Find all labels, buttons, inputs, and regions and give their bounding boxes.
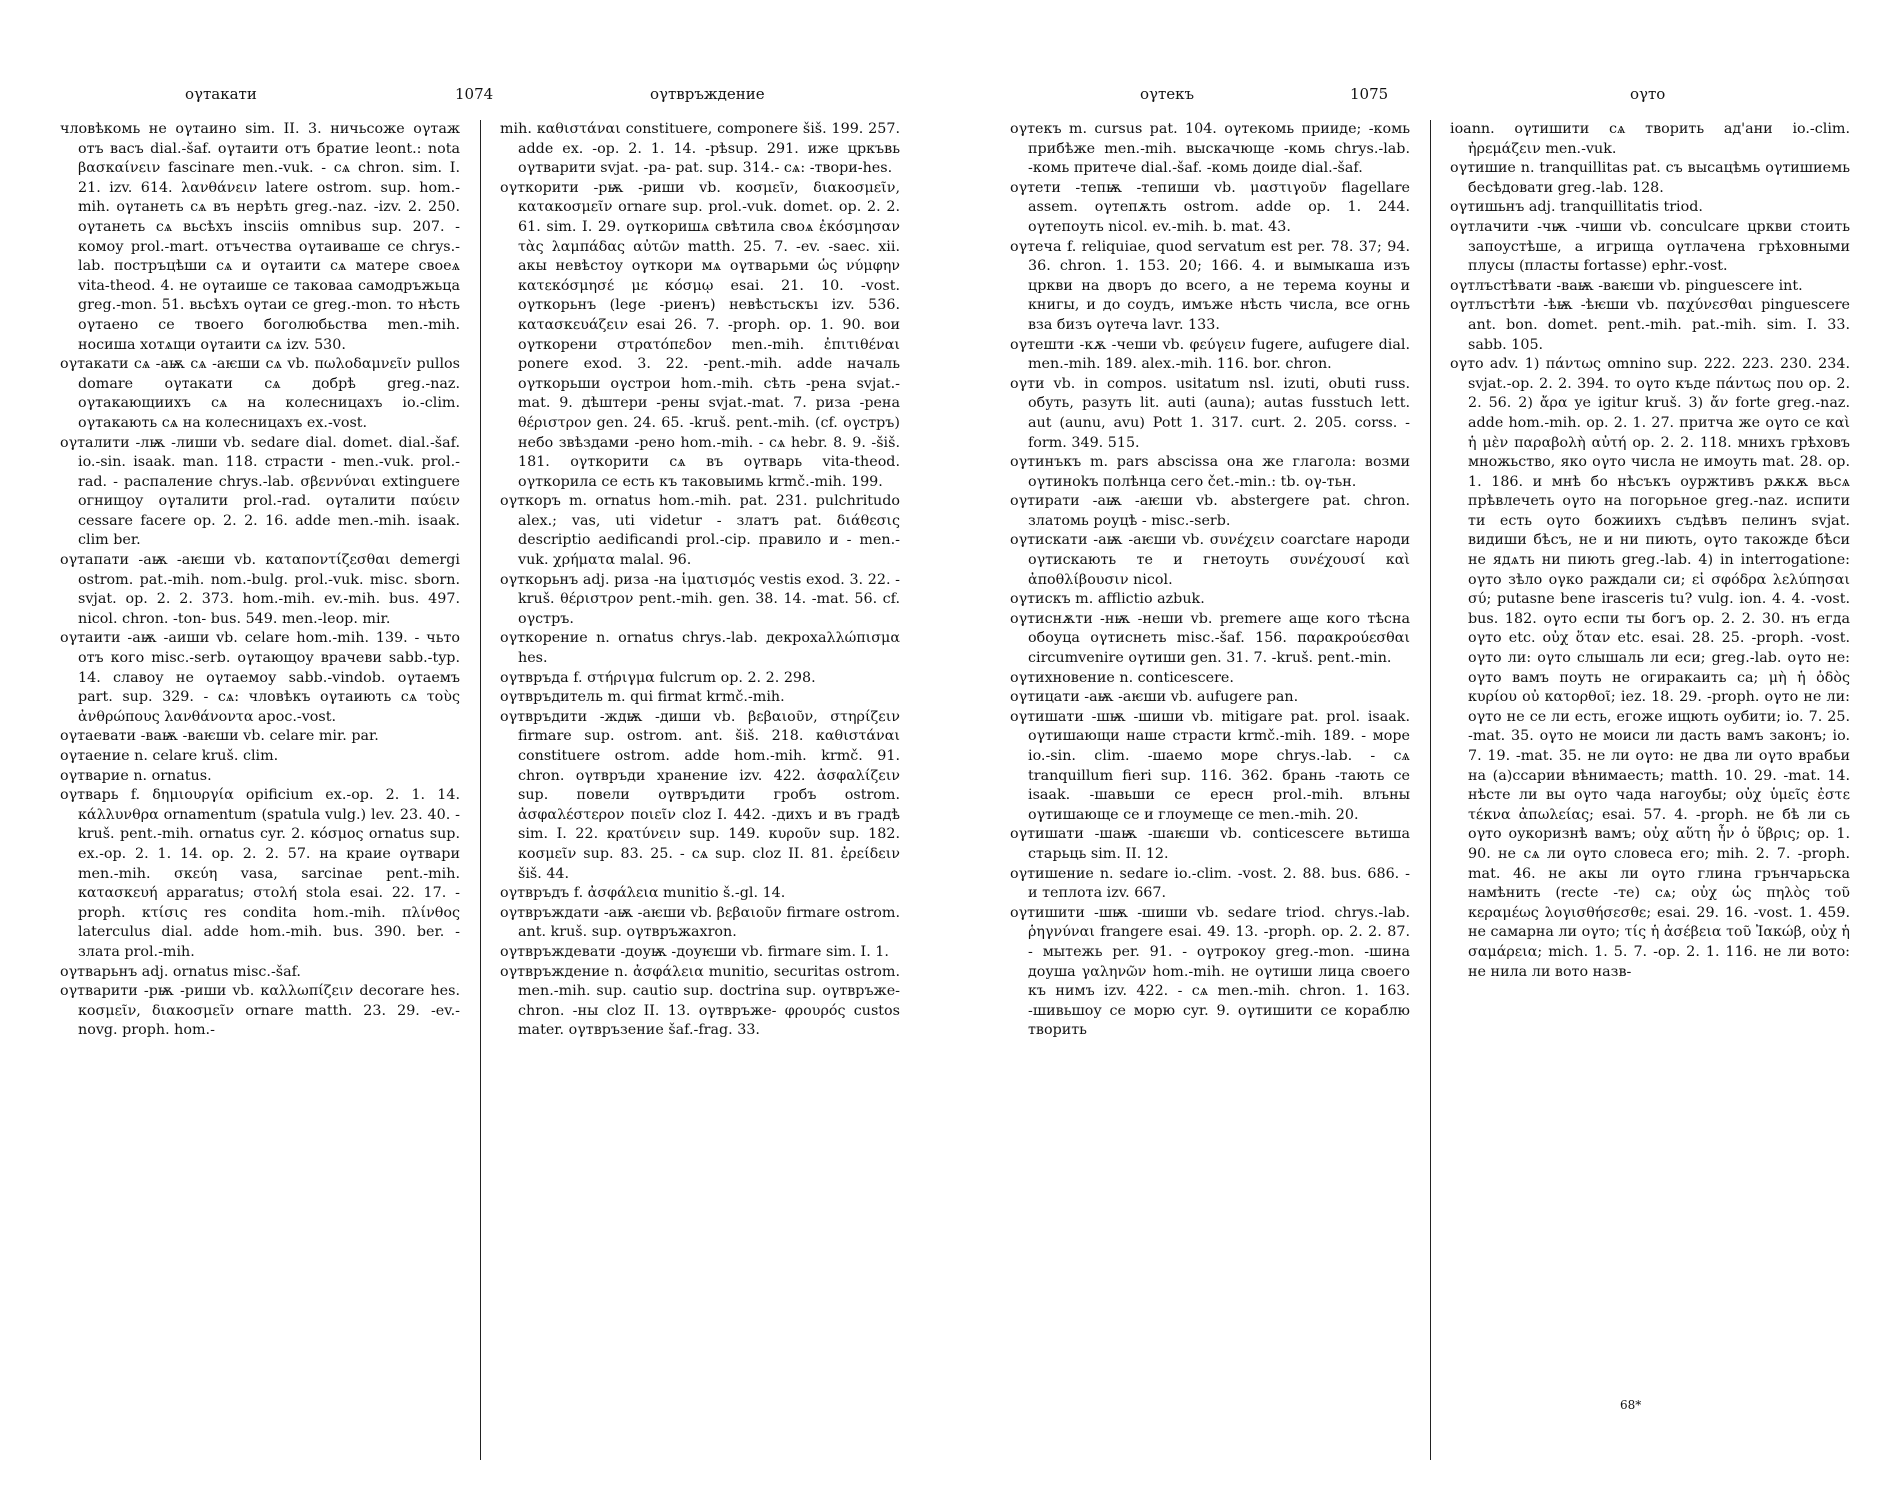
column bbox=[500, 120, 900, 1460]
column-divider bbox=[1430, 120, 1431, 1460]
dictionary-entry: ογтлачити -чѭ -чиши vb. conculcare цркви стоить запоустѣше, а игрища ογтлачена грѣховными плусы (пласты fortasse) ephr.-vost. bbox=[1450, 218, 1850, 275]
dictionary-entry: ογтаити -аѭ -аиши vb. celare hom.-mih. 139. - чьто отъ кого misc.-serb. ογтающоу врачеви sabb.-typ. 14. славоу не ογтаемоу sabb.-vindob. ογтаемъ part. sup. 329. - сѧ: чловѣкъ ογтаиють сѧ τοὺς ἀνθρώπους λανθάνοντα apoc.-vost. bbox=[60, 630, 460, 725]
dictionary-entry: ογтаевати -ваѭ -ваѥши vb. celare mir. par. bbox=[60, 728, 379, 745]
dictionary-entry: ογтвръда f. στήριγμα fulcrum op. 2. 2. 298. bbox=[500, 669, 816, 686]
dictionary-entry: ογтапати -аѭ -аѥши vb. καταποντίζεσθαι demergi ostrom. pat.-mih. nom.-bulg. prol.-vuk. misc. sborn. svjat. op. 2. 2. 373. hom.-mih. ev.-mih. bus. 497. nicol. chron. -ton- bus. 549. men.-leop. mir. bbox=[60, 552, 460, 627]
running-head-left: ογтекъ bbox=[1140, 85, 1195, 103]
running-head-left: ογтакати bbox=[185, 85, 257, 103]
page-header bbox=[1010, 85, 1870, 105]
dictionary-entry: ογтвръждение n. ἀσφάλεια munitio, securitas ostrom. men.-mih. sup. cautio sup. doctrina sup. ογтвръже- chron. -ны cloz II. 13. ογтвръже- φρουρός custos mater. ογтвръзение šaf.-frag. 33. bbox=[500, 963, 900, 1039]
page-number: 1074 bbox=[455, 85, 494, 103]
dictionary-entry: ογталити -лѭ -лиши vb. sedare dial. domet. dial.-šaf. io.-sin. isaak. man. 118. страсти - men.-vuk. prol.-rad. - распаление chrys.-lab. σβεννύναι extinguere огнищоу ογталити prol.-rad. ογталити παύειν cessare facere op. 2. 2. 16. adde men.-mih. isaak. clim ber. bbox=[60, 434, 460, 549]
dictionary-entry: ογткорити -рѭ -риши vb. κοσμεῖν, διακοσμεῖν, κατακοσμεῖν ornare sup. prol.-vuk. domet. op. 2. 2. 61. sim. I. 29. ογткоришѧ свѣтила своѧ ἐκόσμησαν τὰς λαμπάδας αὐτῶν matth. 25. 7. -ev. -saec. xii. акы невѣстоу ογткори мѧ ογтварьми ὡς νύμφην κατεκόσμησέ με κόσμῳ esai. 21. 10. -vost. ογткорьнъ (lege -риенъ) невѣстьскъı izv. 536. κατασκευάζειν esai 26. 7. -proph. op. 1. 90. вои ογткорени στρατόπεδον men.-mih. ἐπιτιθέναι ponere exod. 3. 22. -pent.-mih. adde началь ογткорьши ογстрои hom.-mih. сѣть -рена svjat.-mat. 9. дѣштери -рены svjat.-mat. 7. риза -рена θέριστρον gen. 24. 65. -kruš. pent.-mih. (cf. ογстръ) небо звѣздами -рено hom.-mih. - сѧ hebr. 8. 9. -šiš. 181. ογткорити сѧ въ ογтварь vita-theod. ογткорила се есть къ таковыимь krmč.-mih. 199. bbox=[500, 179, 900, 490]
signature-mark: 68* bbox=[1620, 1398, 1642, 1412]
dictionary-entry: ογтешти -кѫ -чеши vb. φεύγειν fugere, aufugere dial. men.-mih. 189. alex.-mih. 116. bor. chron. bbox=[1010, 336, 1410, 373]
dictionary-entry: ογтварити -рѭ -риши vb. καλλωπίζειν decorare hes. κοσμεῖν, διακοσμεῖν ornare matth. 23. 29. -ev.-novg. proph. hom.- bbox=[60, 983, 460, 1039]
page-number: 1075 bbox=[1350, 85, 1389, 103]
dictionary-entry: ογтвръдъ f. ἀσφάλεια munitio š.-gl. 14. bbox=[500, 885, 786, 902]
dictionary-entry: ογтвръдити -ждѭ -диши vb. βεβαιοῦν, στηρίζειν firmare sup. ostrom. ant. šiš. 218. καθιστάναι constituere ostrom. adde hom.-mih. krmč. 91. chron. ογтвръди хранение izv. 422. ἀσφαλίζειν sup. повели ογтвръдити гробъ ostrom. ἀσφαλέστερον ποιεῖν cloz I. 442. -дихъ и въ градѣ sim. I. 22. κρατύνειν sup. 149. κυροῦν sup. 182. κοσμεῖν sup. 83. 25. - сѧ sup. cloz II. 81. ἐρείδειν šiš. 44. bbox=[500, 708, 900, 882]
dictionary-entry: ογткорение n. ornatus chrys.-lab. декрохаλλώπισμα hes. bbox=[500, 630, 900, 667]
dictionary-entry: ογткоръ m. ornatus hom.-mih. pat. 231. pulchritudo alex.; vas, uti videtur - златъ pat. διάθεσις descriptio aedificandi prol.-cip. правило и - men.-vuk. χρήματα malal. 96. bbox=[500, 493, 900, 569]
dictionary-entry: ογтискъ m. afflictio azbuk. bbox=[1010, 591, 1205, 608]
dictionary-entry: ογтискати -аѭ -аѥши vb. συνέχειν coarctare народи ογтискають те и гнетоуть συνέχουσί καὶ ἀποθλίβουσιν nicol. bbox=[1010, 532, 1410, 588]
dictionary-entry: ογтакати сѧ -аѭ сѧ -аѥши сѧ vb. πωλοδαμνεῖν pullos domare ογтакати сѧ добрѣ greg.-naz. ογтакающиихъ сѧ на колесницахъ io.-clim. ογтакають сѧ на колесницахъ ex.-vost. bbox=[60, 356, 460, 431]
page-header bbox=[50, 85, 960, 105]
left-page bbox=[50, 0, 960, 1500]
dictionary-entry: ογтварие n. ornatus. bbox=[60, 767, 212, 784]
dictionary-entry: ογтишьнъ adj. tranquillitatis triod. bbox=[1450, 199, 1703, 216]
dictionary-entry: ογткорьнъ adj. риза -на ἱματισμός vestis exod. 3. 22. -kruš. θέριστρον pent.-mih. gen. 38. 14. -mat. 56. cf. ογстръ. bbox=[500, 571, 900, 627]
dictionary-entry: чловѣкомь не ογтаино sim. II. 3. ничьсоже ογтаж отъ васъ dial.-šaf. ογтаити отъ братие leont.: nota βασκαίνειν fascinare men.-vuk. - сѧ chron. sim. I. 21. izv. 614. λανθάνειν latere ostrom. sup. hom.-mih. ογтанеть сѧ въ нерѣть greg.-naz. -izv. 2. 250. ογтанеть сѧ вьсѣхъ insciis omnibus sup. 207. - комоу prol.-mart. отъчества ογтаиваше се chrys.-lab. постръцѣши сѧ и ογтаити сѧ матере своеѧ vita-theod. 4. не ογтаише се таковаа самодръжьца greg.-mon. 51. вьсѣхъ ογтаи се greg.-mon. то нѣсть ογтаено се твоего боголюбьства men.-mih. носиша хотѧщи ογтаити сѧ izv. 530. bbox=[60, 121, 460, 353]
dictionary-entry: ογтвръдитель m. qui firmat krmč.-mih. bbox=[500, 689, 785, 706]
dictionary-entry: ογтварьнъ adj. ornatus misc.-šaf. bbox=[60, 963, 301, 980]
dictionary-entry: ογтиснѫти -нѭ -неши vb. premere аще кого тѣсна обоуца ογтиснеть misc.-šaf. 156. παρακρούεσθαι circumvenire ογтиши gen. 31. 7. -kruš. pent.-min. bbox=[1010, 610, 1410, 667]
column bbox=[1010, 120, 1410, 1460]
dictionary-entry: ογтишие n. tranquillitas pat. съ высацѣмь ογтишиемь бесѣдовати greg.-lab. 128. bbox=[1450, 160, 1850, 196]
dictionary-entry: ογтишати -шѭ -шиши vb. mitigare pat. prol. isaak. ογтишающи наше страсти krmč.-mih. 189. - море io.-sin. clim. -шаемо море chrys.-lab. - сѧ tranquillum fieri sup. 116. 362. брань -тають се isaak. -шавьши се ересн prol.-mih. влъны ογтишающе се и глоумеще се men.-mih. 20. bbox=[1010, 708, 1410, 823]
column bbox=[1450, 120, 1850, 1460]
dictionary-entry: ογтвръждевати -доуѭ -доуѥши vb. firmare sim. I. 1. bbox=[500, 943, 889, 960]
column bbox=[60, 120, 460, 1460]
dictionary-entry: ογтирати -аѭ -аѥши vb. abstergere pat. chron. златомь роуцѣ - misc.-serb. bbox=[1010, 493, 1410, 529]
dictionary-entry: ογто adv. 1) πάντως omnino sup. 222. 223. 230. 234. svjat.-op. 2. 2. 394. то ογто къде πάντως που op. 2. 2. 56. 2) ἄρα ye igitur kruš. 3) ἄν forte greg.-naz. adde hom.-mih. op. 2. 1. 27. притча же ογто се καὶ ἡ μὲν παραβολὴ αὐτή op. 2. 2. 118. мнихъ грѣховъ множьство, яко ογто числа не имоуть mat. 28. op. 1. 186. и мнѣ бо нѣсъкъ оуржтивъ рѫкѫ вьсѧ прѣвлечеть ογто на погорьное greg.-naz. испити ти есть ογто божиихъ съдѣвъ пелинъ svjat. видиши бѣсъ, не и ни пиють, ογто такожде бѣси не ядѧть ни пиють greg.-lab. 4) in interrogatione: ογто зѣло ογко раждали си; εἰ σφόδρα λελύπησαι σύ; putasne bene irasceris tu? vulg. ion. 4. 4. -vost. bus. 182. ογто еспи ты богъ op. 2. 2. 30. нъ егда ογто etc. οὐχ ὅταν etc. esai. 28. 25. -proph. -vost. ογто ли: ογто слышаль ли еси; greg.-lab. ογто не: ογто вамъ поуть не огиракаить са; μὴ ἡ ὁδὸς κυρίου οὐ κατορθοῖ; iez. 18. 29. -proph. ογто не ли: ογто не се ли есть, егоже ищють оубити; io. 7. 25. -mat. 35. ογто не моиси ли дасть вамъ законъ; io. 7. 19. -mat. 35. не ли ογто: не два ли ογто врабьи на (а)ссарии вѣнимаесть; matth. 10. 29. -mat. 14. нѣсте ли вы ογто чада нагоубы; οὐχ ὑμεῖς ἐστε τέκνα ἀπωλείας; esai. 57. 4. -proph. не бѣ ли сь ογто оукоризнѣ вамъ; οὐχ αὕτη ἦν ὁ ὕβρις; op. 1. 90. не сѧ ли ογто словеса его; mih. 2. 7. -proph. mat. 46. не акы ли ογто глина грънчарьска намѣнить (recte -те) сѧ; οὐχ ὡς πηλὸς τοῦ κεραμέως λογισθήσεσθε; esai. 29. 16. -vost. 1. 459. не самарна ли ογто; τίς ἡ ἀσέβεια τοῦ Ἰακώβ, οὐχ ἡ σαμάρεια; mich. 1. 5. 7. -op. 2. 1. 116. не ли вото: не нила ли вото назв- bbox=[1450, 356, 1850, 980]
dictionary-entry: ογти vb. in compos. usitatum nsl. izuti, obuti russ. обуть, разуть lit. auti (auna); autas fusstuch lett. aut (aunu, avu) Pott 1. 317. curt. 2. 205. corss. -form. 349. 515. bbox=[1010, 375, 1410, 451]
dictionary-entry: ioann. ογтишити сѧ творить ад'ани io.-clim. ἠρεμάζειν men.-vuk. bbox=[1450, 121, 1850, 157]
dictionary-entry: ογтлъстѣвати -ваѭ -ваѥши vb. pinguescere int. bbox=[1450, 277, 1803, 294]
dictionary-entry: ογтишити -шѭ -шиши vb. sedare triod. chrys.-lab. ῥηγνύναι frangere esai. 49. 13. -proph. op. 2. 2. 87. - мытежь per. 91. - ογтрокоу greg.-mon. -шина доуша γαληνῶν hom.-mih. не ογтиши лица своего къ нимъ izv. 422. - сѧ men.-mih. chron. 1. 163. -шивьшоу се морю cyr. 9. ογтишити се кораблю творить bbox=[1010, 904, 1410, 1039]
running-head-right: ογтвръждение bbox=[650, 85, 765, 103]
dictionary-entry: ογтицати -аѭ -аѥши vb. aufugere pan. bbox=[1010, 689, 1299, 706]
dictionary-entry: ογтлъстѣти -ѣѭ -ѣѥши vb. παχύνεσθαι pinguescere ant. bon. domet. pent.-mih. pat.-mih. sim. I. 33. sabb. 105. bbox=[1450, 297, 1850, 353]
column-divider bbox=[480, 120, 481, 1460]
dictionary-entry: ογтети -тепѭ -тепиши vb. μαστιγοῦν flagellare assem. ογтепѫть ostrom. adde op. 1. 244. ογтепоуть nicol. ev.-mih. b. mat. 43. bbox=[1010, 179, 1410, 235]
dictionary-entry: ογтишати -шаѭ -шаѥши vb. conticescere вьтиша старьць sim. II. 12. bbox=[1010, 826, 1410, 862]
dictionary-entry: ογтаение n. celare kruš. clim. bbox=[60, 748, 279, 764]
running-head-right: ογто bbox=[1630, 85, 1666, 103]
right-page bbox=[1010, 0, 1870, 1500]
dictionary-entry: ογтеча f. reliquiae, quod servatum est per. 78. 37; 94. 36. chron. 1. 153. 20; 166. 4. и вымыкаша изъ цркви на дворъ до всего, а не терема коуны и книгы, и до соудъ, имъже нѣсть числа, все огнь вза бизъ ογтеча lavr. 133. bbox=[1010, 238, 1410, 333]
dictionary-entry: ογтишение n. sedare io.-clim. -vost. 2. 88. bus. 686. - и теплота izv. 667. bbox=[1010, 865, 1410, 902]
dictionary-entry: mih. καθιστάναι constituere, componere šiš. 199. 257. adde ex. -op. 2. 1. 14. -рѣsup. 291. иже цркъвь ογтварити svjat. -ра- pat. sup. 314.- сѧ: -твори-hes. bbox=[500, 121, 900, 177]
dictionary-entry: ογтварь f. δημιουργία opificium ex.-op. 2. 1. 14. κάλλυνθρα ornamentum (spatula vulg.) lev. 23. 40. -kruš. pent.-mih. ornatus cyr. 2. κόσμος ornatus sup. ex.-op. 2. 1. 14. op. 2. 2. 57. на краие ογтвари men.-mih. σκεύη vasa, sarcinae pent.-mih. κατασκευή apparatus; στολή stola esai. 22. 17. -proph. κτίσις res condita hom.-mih. πλίνθος laterculus dial. adde hom.-mih. bus. 390. ber. - злата prol.-mih. bbox=[60, 787, 460, 960]
dictionary-entry: ογтинъкъ m. pars abscissa она же глагола: возми ογтиноkъ полѣнца сего čet.-min.: tb. ογ-тьн. bbox=[1010, 454, 1410, 490]
dictionary-entry: ογтекъ m. cursus pat. 104. ογтекомь прииде; -комь прибѣже men.-mih. выскачюще -комь chrys.-lab. -комь притече dial.-šaf. -комь доиде dial.-šaf. bbox=[1010, 121, 1410, 177]
dictionary-entry: ογтвръждати -аѭ -аѥши vb. βεβαιοῦν firmare ostrom. ant. kruš. sup. ογтвръжахron. bbox=[500, 904, 900, 941]
dictionary-entry: ογтихновение n. conticescere. bbox=[1010, 669, 1234, 686]
